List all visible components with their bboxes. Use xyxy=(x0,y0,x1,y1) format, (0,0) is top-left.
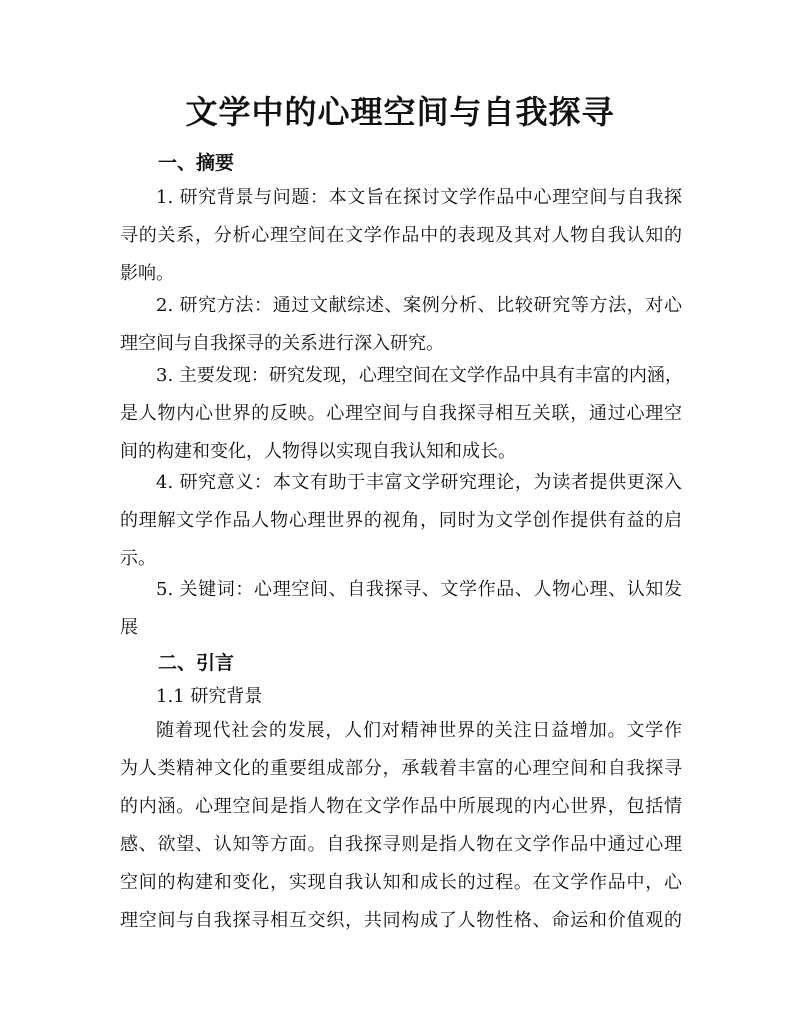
abstract-item-findings xyxy=(120,357,682,471)
paragraph-line: 寻的关系，分析心理空间在文学作品中的表现及其对人物自我认知的 xyxy=(120,225,682,246)
paragraph-line: 1. 研究背景与问题：本文旨在探讨文学作品中心理空间与自我探 xyxy=(156,187,682,208)
intro-paragraph xyxy=(120,712,682,940)
abstract-item-background xyxy=(120,179,682,293)
paragraph-line: 理空间与自我探寻相互交织，共同构成了人物性格、命运和价值观的 xyxy=(120,910,682,931)
paragraph-line: 是人物内心世界的反映。心理空间与自我探寻相互关联，通过心理空 xyxy=(120,403,682,424)
paragraph-line: 4. 研究意义：本文有助于丰富文学研究理论，为读者提供更深入 xyxy=(156,472,682,493)
paragraph-line: 的理解文学作品人物心理世界的视角，同时为文学创作提供有益的启 xyxy=(120,510,682,531)
paragraph-line: 5. 关键词：心理空间、自我探寻、文学作品、人物心理、认知发 xyxy=(156,579,682,600)
paragraph-line: 展 xyxy=(120,617,138,638)
abstract-item-significance xyxy=(120,464,682,578)
section-heading-introduction: 二、引言 xyxy=(158,652,235,674)
paragraph-line: 为人类精神文化的重要组成部分，承载着丰富的心理空间和自我探寻 xyxy=(120,758,682,779)
paragraph-line: 随着现代社会的发展，人们对精神世界的关注日益增加。文学作 xyxy=(156,720,682,741)
document-title: 文学中的心理空间与自我探寻 xyxy=(185,93,615,131)
paragraph-line: 感、欲望、认知等方面。自我探寻则是指人物在文学作品中通过心理 xyxy=(120,834,682,855)
paragraph-line: 2. 研究方法：通过文献综述、案例分析、比较研究等方法，对心 xyxy=(156,295,682,316)
subsection-heading-background xyxy=(120,678,682,716)
abstract-item-method xyxy=(120,287,682,363)
paragraph-line: 间的构建和变化，人物得以实现自我认知和成长。 xyxy=(120,441,516,462)
paragraph-line: 的内涵。心理空间是指人物在文学作品中所展现的内心世界，包括情 xyxy=(120,796,682,817)
paragraph-line: 理空间与自我探寻的关系进行深入研究。 xyxy=(120,333,444,354)
paragraph-line: 空间的构建和变化，实现自我认知和成长的过程。在文学作品中，心 xyxy=(120,872,682,893)
subheading-line: 1.1 研究背景 xyxy=(156,686,263,707)
paragraph-line: 影响。 xyxy=(120,263,174,284)
abstract-item-keywords xyxy=(120,571,682,647)
paragraph-line: 示。 xyxy=(120,548,156,569)
section-heading-abstract: 一、摘要 xyxy=(158,152,235,174)
paragraph-line: 3. 主要发现：研究发现，心理空间在文学作品中具有丰富的内涵， xyxy=(156,365,683,386)
